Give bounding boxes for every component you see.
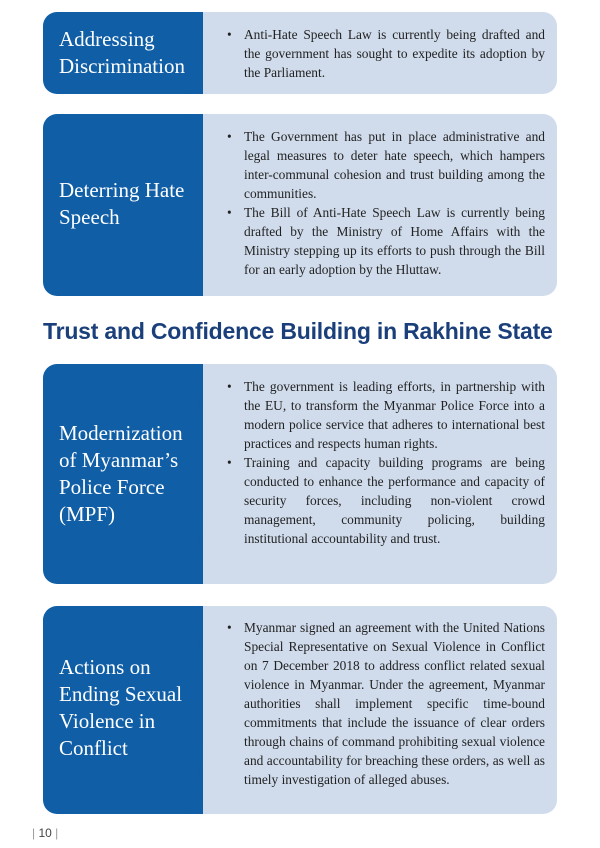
section-body bbox=[203, 114, 557, 296]
section-tab bbox=[43, 364, 203, 584]
bullet-item: • The government is leading efforts, in partnership with the EU, to transform the Myanmar Police Force into a modern police service that adheres to international best practices and respects human rights. bbox=[226, 377, 545, 453]
bullet-item: • The Government has put in place administrative and legal measures to deter hate speech, which hampers inter-communal cohesion and trust building among the communities. bbox=[226, 127, 545, 203]
section-tab-label: Modernization of Myanmar’s Police Force (MPF) bbox=[59, 421, 183, 526]
section-body bbox=[203, 364, 557, 584]
section-heading: Trust and Confidence Building in Rakhine State bbox=[43, 318, 553, 344]
section-tab-label: Actions on Ending Sexual Violence in Conflict bbox=[59, 655, 183, 760]
bullet-item: • Training and capacity building programs are being conducted to enhance the performance and capacity of security forces, including non-violent crowd management, community policing, building institutional accountability and trust. bbox=[226, 453, 545, 548]
page-number-value: 10 bbox=[38, 826, 52, 840]
page-number: | 10 | bbox=[32, 826, 59, 840]
section-ending-sexual-violence bbox=[43, 606, 557, 814]
bullet-item: • Anti-Hate Speech Law is currently being drafted and the government has sought to expedite its adoption by the Parliament. bbox=[226, 25, 545, 82]
section-deterring-hate-speech bbox=[43, 114, 557, 296]
section-tab bbox=[43, 114, 203, 296]
bullet-item: • Myanmar signed an agreement with the United Nations Special Representative on Sexual Violence in Conflict on 7 December 2018 to address conflict related sexual violence in Myanmar. Under the agreement, Myanmar authorities shall implement specific time-bound commitments that include the issuance of clear orders through chains of command prohibiting sexual violence and accountability for breaching these orders, as well as timely investigation of alleged abuses. bbox=[226, 618, 545, 789]
section-body bbox=[203, 606, 557, 814]
bullet-item: • The Bill of Anti-Hate Speech Law is currently being drafted by the Ministry of Home Affairs with the Ministry stepping up its efforts to push through the Bill for an early adoption by the Hluttaw. bbox=[226, 203, 545, 279]
section-addressing-discrimination bbox=[43, 12, 557, 94]
section-modernization-mpf bbox=[43, 364, 557, 584]
section-tab-label: Addressing Discrimination bbox=[59, 27, 185, 78]
section-body bbox=[203, 12, 557, 94]
section-tab bbox=[43, 606, 203, 814]
section-tab bbox=[43, 12, 203, 94]
section-tab-label: Deterring Hate Speech bbox=[59, 178, 185, 229]
